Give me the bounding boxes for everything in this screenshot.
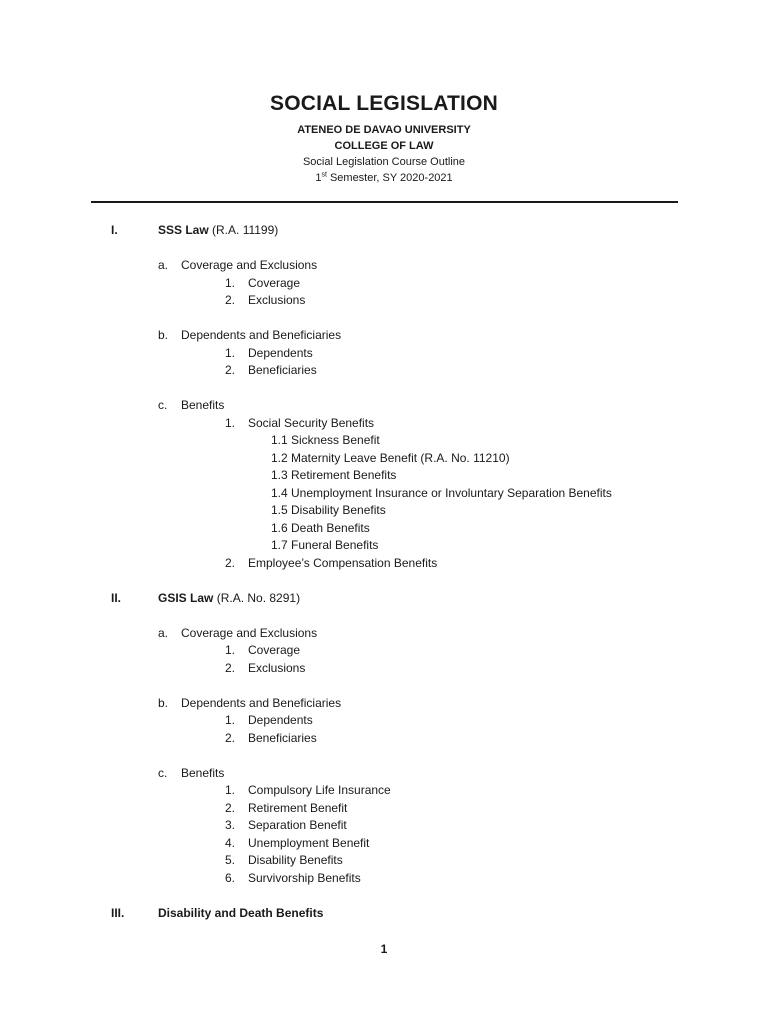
college-name: COLLEGE OF LAW	[334, 140, 434, 152]
section-heading	[0, 222, 768, 240]
list-item: 1. Dependents	[225, 345, 313, 360]
list-item: 2. Retirement Benefit	[225, 800, 348, 815]
list-item: 3. Separation Benefit	[225, 818, 347, 832]
section-title: GSIS Law (R.A. No. 8291)	[158, 590, 301, 605]
subsection-heading: b. Dependents and Beneficiaries	[158, 695, 342, 710]
semester-line: 1st Semester, SY 2020-2021	[315, 171, 453, 184]
list-item: 2. Employee’s Compensation Benefits	[225, 555, 438, 570]
section-numeral: II.	[111, 590, 122, 605]
sub-list-item: 1.5 Disability Benefits	[271, 503, 386, 517]
subsection-heading: c. Benefits	[158, 398, 225, 412]
list-item: 1. Compulsory Life Insurance	[225, 783, 391, 797]
section-heading	[0, 905, 768, 923]
list-item: 1. Coverage	[225, 275, 301, 290]
subsection-heading: a. Coverage and Exclusions	[158, 625, 318, 640]
section-title: SSS Law (R.A. 11199)	[158, 223, 279, 237]
list-item: 2. Beneficiaries	[225, 730, 317, 745]
page-number: 1	[380, 942, 388, 956]
section-title: Disability and Death Benefits	[158, 905, 324, 920]
course-outline	[0, 222, 768, 922]
course-name: Social Legislation Course Outline	[302, 156, 466, 168]
sub-list-item: 1.6 Death Benefits	[271, 520, 370, 535]
subsection-heading: a. Coverage and Exclusions	[158, 258, 318, 272]
sub-list-item: 1.4 Unemployment Insurance or Involuntary Separation Benefits	[271, 485, 612, 500]
section-numeral: III.	[111, 905, 125, 920]
university-name: ATENEO DE DAVAO UNIVERSITY	[297, 124, 471, 136]
list-item: 1. Coverage	[225, 643, 301, 657]
list-item: 6. Survivorship Benefits	[225, 870, 361, 885]
header-divider	[91, 201, 678, 203]
document-header	[0, 92, 768, 186]
subsection-heading: c. Benefits	[158, 765, 225, 780]
list-item: 4. Unemployment Benefit	[225, 835, 370, 850]
list-item: 2. Exclusions	[225, 660, 306, 675]
sub-list-item: 1.3 Retirement Benefits	[271, 468, 397, 482]
section-heading	[0, 590, 768, 608]
subsection-heading: b. Dependents and Beneficiaries	[158, 328, 342, 342]
section-numeral: I.	[111, 223, 118, 237]
sub-list-item: 1.1 Sickness Benefit	[271, 433, 380, 447]
list-item: 1. Social Security Benefits	[225, 415, 375, 430]
list-item: 1. Dependents	[225, 713, 313, 727]
list-item: 5. Disability Benefits	[225, 853, 343, 867]
list-item: 2. Exclusions	[225, 293, 306, 307]
sub-list-item: 1.7 Funeral Benefits	[271, 538, 379, 552]
sub-list-item: 1.2 Maternity Leave Benefit (R.A. No. 11210)	[271, 450, 510, 465]
list-item: 2. Beneficiaries	[225, 363, 317, 377]
document-title: SOCIAL LEGISLATION	[270, 92, 498, 115]
